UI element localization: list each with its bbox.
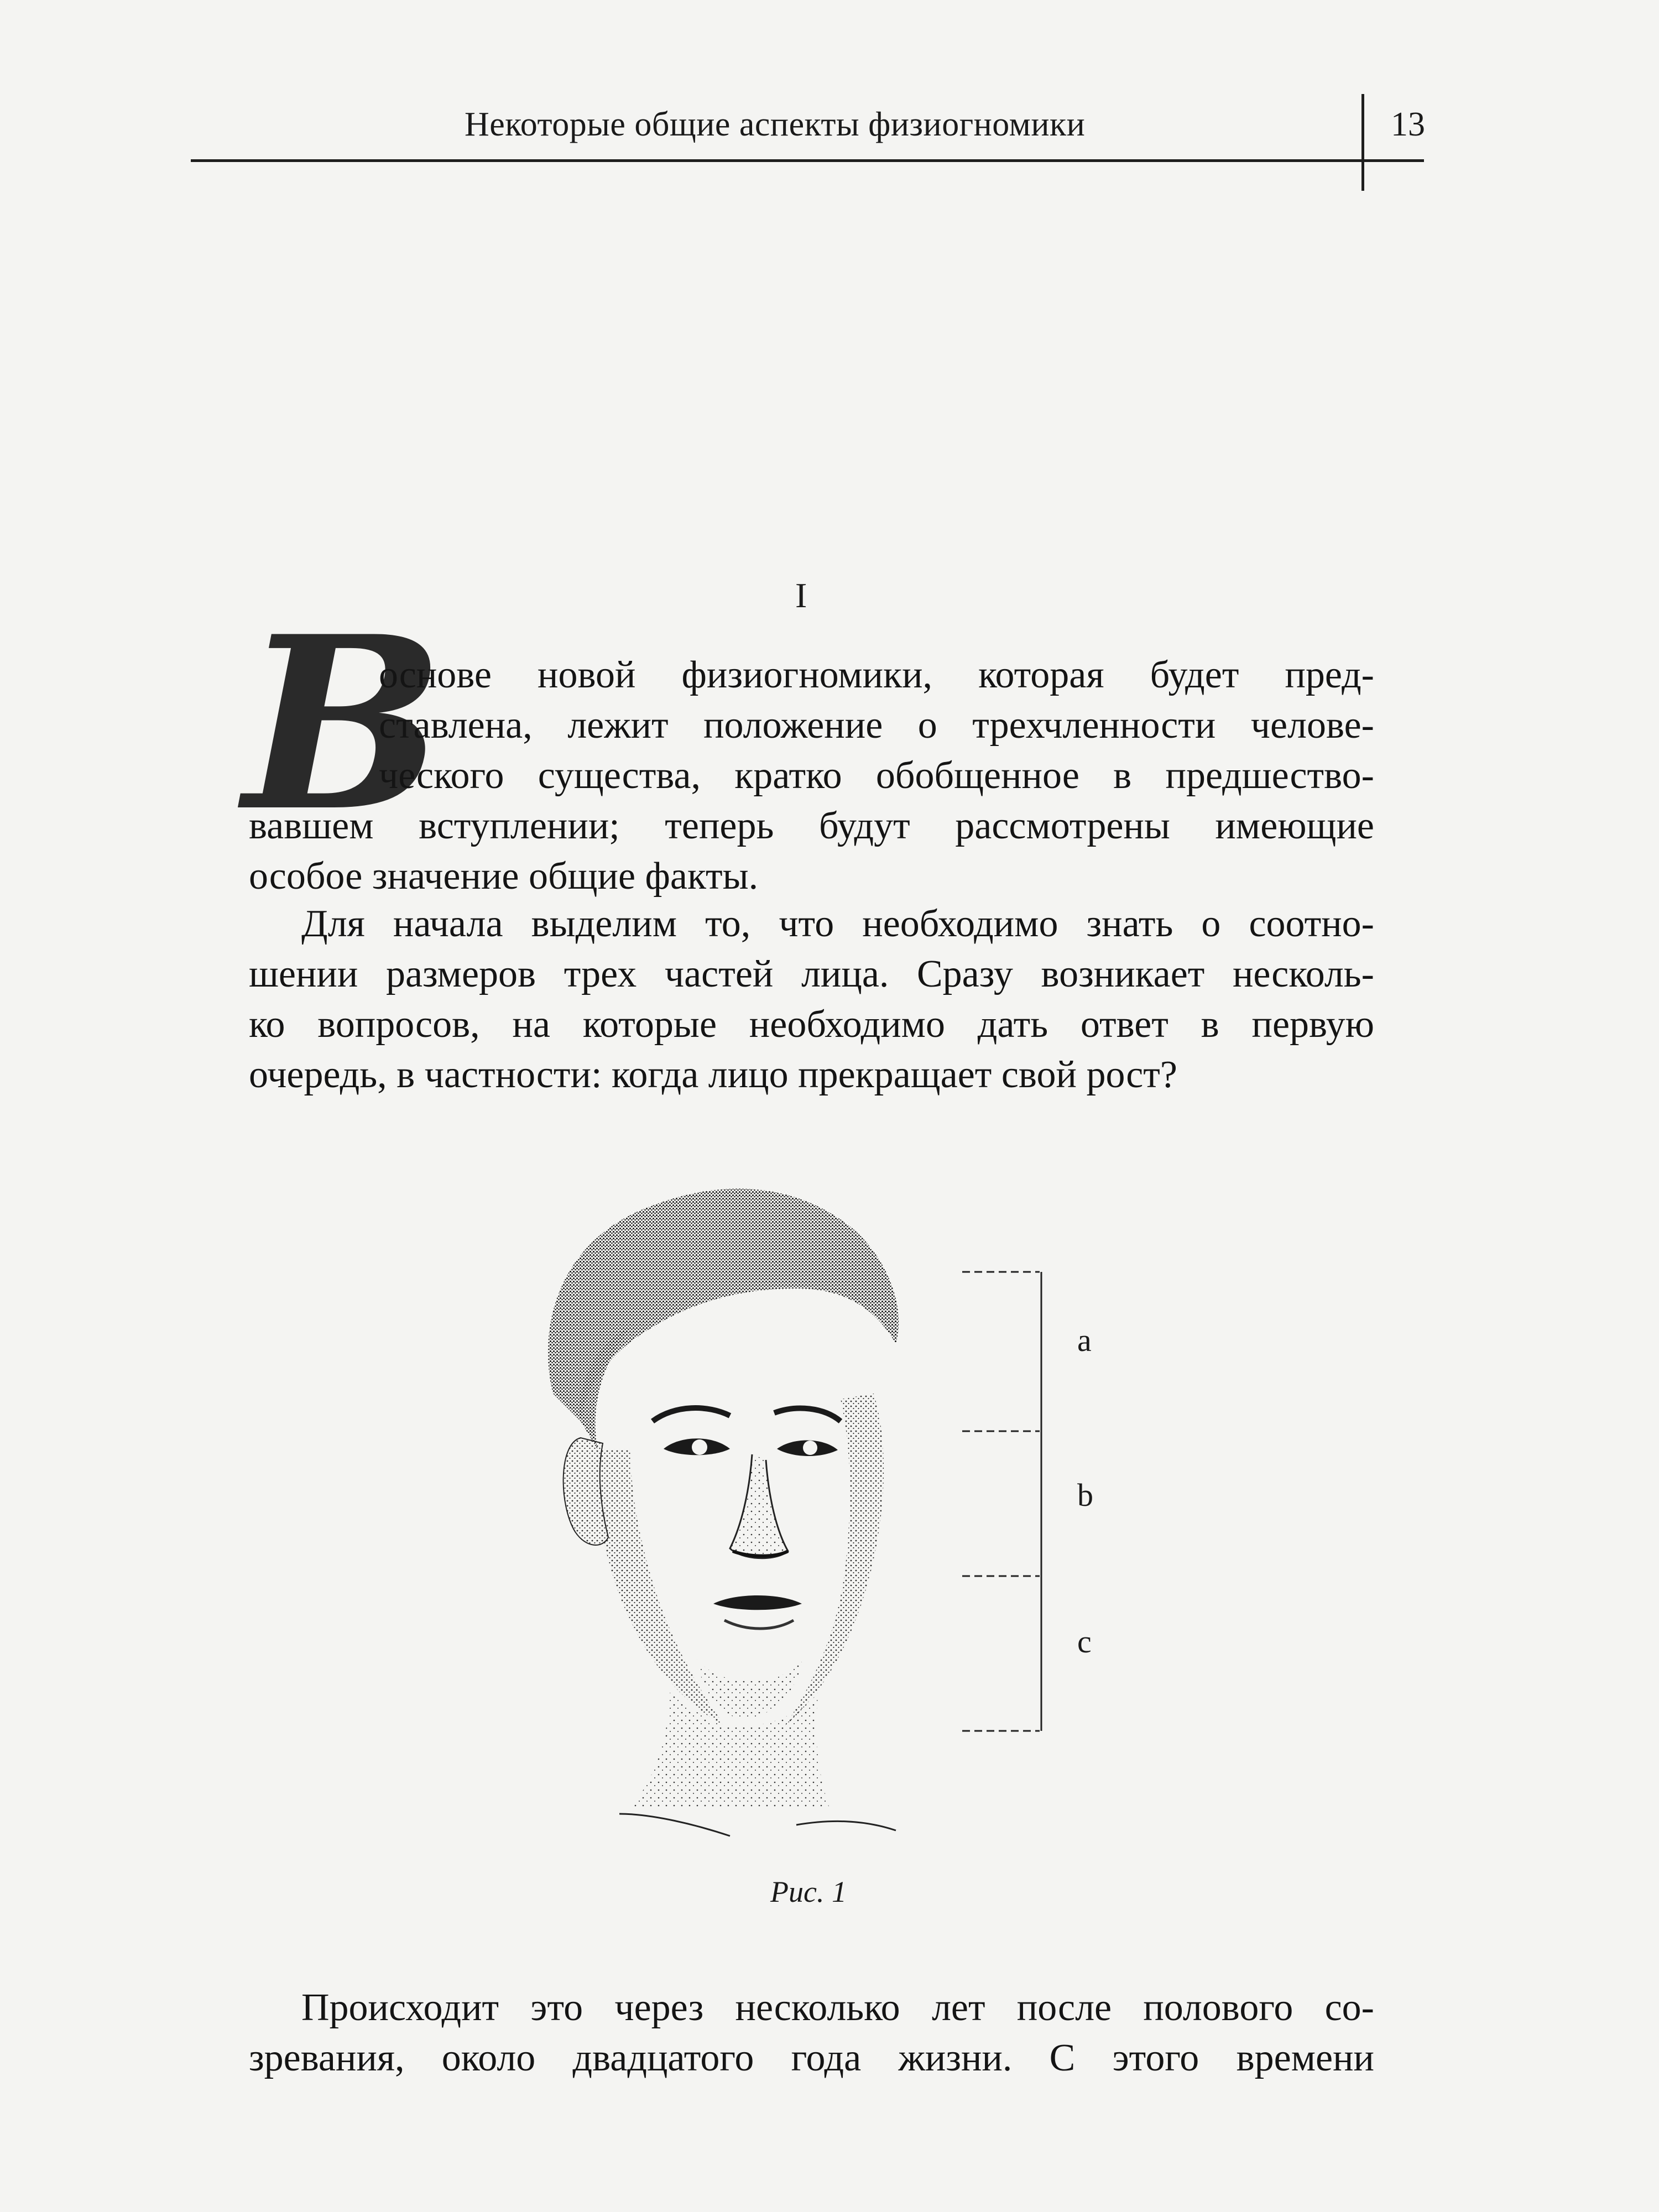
paragraph-2 <box>249 899 1374 1100</box>
text-line: особое значение общие факты. <box>249 855 759 898</box>
paragraph-3 <box>249 1983 1374 2083</box>
left-eyebrow <box>653 1408 730 1421</box>
header-rule <box>191 159 1424 162</box>
face-illustration <box>487 1161 1206 1858</box>
paragraph-1-bottom <box>249 801 1374 901</box>
hair <box>548 1188 899 1421</box>
text-line: Для начала выделим то, что необходимо знать о соотно- <box>301 902 1374 945</box>
text-line: зревания, около двадцатого года жизни. С этого времени <box>249 2037 1374 2079</box>
right-eyebrow <box>774 1408 841 1421</box>
measurement-guides <box>962 1272 1041 1731</box>
text-line: основе новой физиогномики, которая будет пред- <box>379 654 1374 696</box>
text-line: шении размеров трех частей лица. Сразу возникает несколь- <box>249 953 1374 995</box>
drop-cap: В <box>243 585 445 864</box>
running-header-title: Некоторые общие аспекты физиогномики <box>465 106 1086 143</box>
figure-label-b: b <box>1077 1477 1093 1513</box>
text-line: очередь, в частности: когда лицо прекращает свой рост? <box>249 1053 1177 1096</box>
show-through-texture <box>260 232 1377 285</box>
text-line: вавшем вступлении; теперь будут рассмотрены имеющие <box>249 805 1374 847</box>
text-line: ставлена, лежит положение о трехчленности челове- <box>379 704 1374 747</box>
text-line: ко вопросов, на которые необходимо дать ответ в первую <box>249 1003 1374 1046</box>
header-divider <box>1361 94 1364 191</box>
figure-label-a: a <box>1077 1322 1092 1358</box>
figure-label-c: c <box>1077 1624 1092 1660</box>
paragraph-1-top <box>379 650 1374 801</box>
text-line: ческого существа, кратко обобщенное в предшество- <box>379 754 1374 797</box>
page-number: 13 <box>1391 106 1425 143</box>
mouth <box>713 1595 802 1610</box>
text-line: Происходит это через несколько лет после полового со- <box>301 1986 1374 2029</box>
figure-face-proportions <box>487 1161 1206 1858</box>
figure-caption: Рис. 1 <box>770 1875 847 1908</box>
section-number: I <box>795 576 807 615</box>
nose <box>730 1454 788 1558</box>
